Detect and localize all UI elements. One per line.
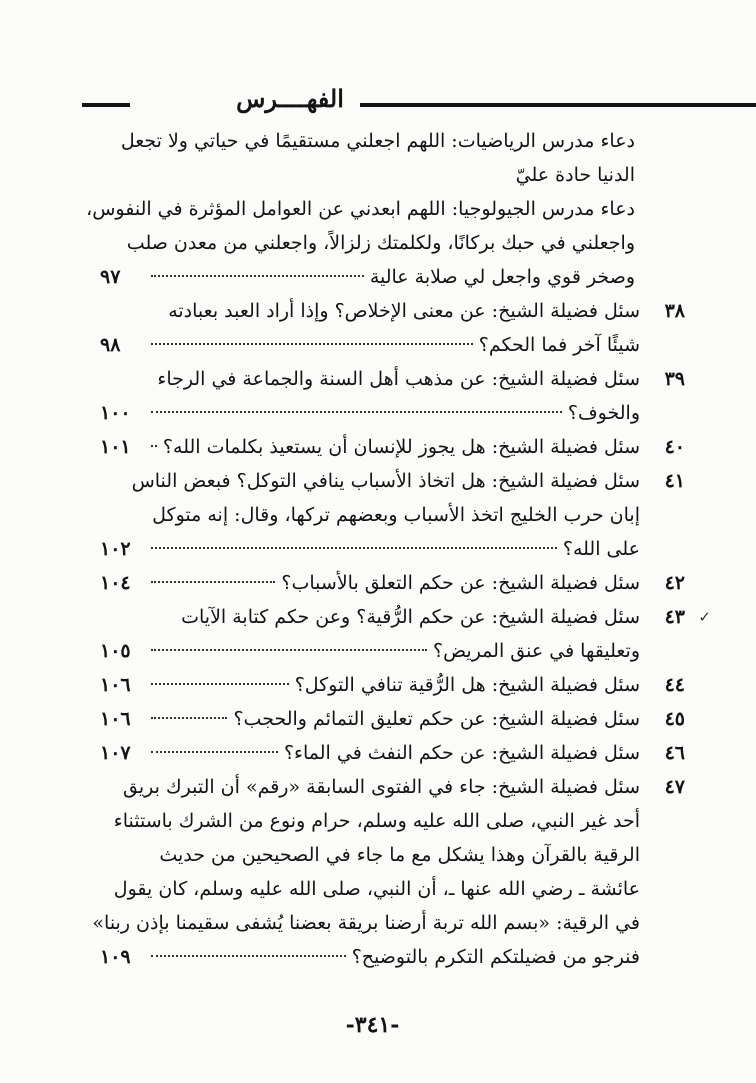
- toc-line: [100, 362, 685, 396]
- entry-number: ٤٠: [664, 436, 685, 458]
- toc-line: [100, 600, 711, 634]
- entry-text-segment: فنرجو من فضيلتكم التكرم بالتوضيح؟: [351, 946, 640, 968]
- entry-text: سئل فضيلة الشيخ: عن معنى الإخلاص؟ وإذا أراد العبد بعبادته: [168, 300, 640, 322]
- entry-text: واجعلني في حبك بركانًا، ولكلمتك زلزالاً، واجعلني من معدن صلب: [126, 232, 635, 254]
- page-reference: ١٠٢: [100, 538, 131, 560]
- entry-text-segment: سئل فضيلة الشيخ: عن حكم النفث في الماء؟: [283, 742, 640, 764]
- toc-line: [100, 872, 685, 906]
- page-number: -٣٤١-: [345, 1012, 400, 1038]
- entry-text: [145, 736, 640, 770]
- entry-text: [145, 940, 640, 974]
- entry-number: ٤٥: [664, 708, 685, 730]
- toc-line: [92, 906, 685, 940]
- entry-text-segment: والخوف؟: [567, 402, 640, 424]
- toc-line: [100, 294, 685, 328]
- entry-number: ٤٢: [664, 572, 685, 594]
- entry-text: عائشة ـ رضي الله عنها ـ، أن النبي، صلى الله عليه وسلم، كان يقول: [113, 878, 640, 900]
- entry-number: ٤١: [664, 470, 685, 492]
- entry-text: [145, 260, 635, 294]
- entry-text: [145, 702, 640, 736]
- entry-number: ٤٣: [664, 606, 685, 628]
- page-header: [82, 84, 672, 118]
- table-of-contents: [86, 124, 711, 974]
- page-reference: ١٠١: [100, 436, 131, 458]
- toc-line: [100, 804, 685, 838]
- dot-leader: [151, 445, 157, 447]
- toc-line: [100, 464, 685, 498]
- entry-number: ٤٦: [664, 742, 685, 764]
- entry-text: دعاء مدرس الرياضيات: اللهم اجعلني مستقيمًا في حياتي ولا تجعل: [120, 130, 635, 152]
- dot-leader: [151, 411, 562, 413]
- toc-line: [100, 226, 685, 260]
- entry-number: ٤٤: [664, 674, 685, 696]
- toc-line: [100, 634, 685, 668]
- toc-line: [100, 770, 685, 804]
- entry-text: في الرقية: «بسم الله تربة أرضنا بريقة بعضنا يُشفى سقيمنا بإذن ربنا»: [92, 912, 640, 934]
- dot-leader: [151, 683, 289, 685]
- toc-line: [86, 192, 685, 226]
- page-reference: ١٠٧: [100, 742, 131, 764]
- page-title: الفهــــرس: [236, 84, 344, 113]
- entry-text-segment: سئل فضيلة الشيخ: عن حكم التعلق بالأسباب؟: [281, 572, 640, 594]
- entry-text: الرقية بالقرآن وهذا يشكل مع ما جاء في الصحيحين من حديث: [159, 844, 640, 866]
- dot-leader: [151, 547, 557, 549]
- toc-line: [100, 940, 685, 974]
- dot-leader: [151, 581, 275, 583]
- page-reference: ١٠٦: [100, 708, 131, 730]
- toc-line: [100, 430, 685, 464]
- toc-line: [100, 260, 685, 294]
- toc-line: [100, 498, 685, 532]
- entry-text: سئل فضيلة الشيخ: عن حكم الرُّقية؟ وعن حكم كتابة الآيات: [181, 606, 640, 628]
- entry-text-segment: وتعليقها في عنق المريض؟: [433, 640, 640, 662]
- page-reference: ٩٧: [100, 266, 121, 288]
- page-reference: ١٠٤: [100, 572, 131, 594]
- entry-text: [145, 566, 640, 600]
- toc-line: [100, 838, 685, 872]
- dot-leader: [151, 343, 473, 345]
- page-reference: ١٠٦: [100, 674, 131, 696]
- page-reference: ٩٨: [100, 334, 121, 356]
- entry-text-segment: وصخر قوي واجعل لي صلابة عالية: [369, 266, 635, 288]
- toc-line: [100, 124, 685, 158]
- entry-text: [145, 668, 640, 702]
- toc-line: [100, 396, 685, 430]
- entry-text: [145, 430, 640, 464]
- toc-line: [100, 566, 685, 600]
- entry-text-segment: على الله؟: [562, 538, 640, 560]
- toc-line: [100, 328, 685, 362]
- entry-text: الدنيا حادة عليّ: [515, 164, 635, 186]
- check-mark-icon: ✓: [698, 608, 711, 626]
- entry-text: [145, 634, 640, 668]
- entry-text: [145, 396, 640, 430]
- entry-text-segment: سئل فضيلة الشيخ: هل الرُّقية تنافي التوكل؟: [294, 674, 640, 696]
- dot-leader: [151, 751, 278, 753]
- toc-line: [100, 158, 685, 192]
- entry-number: ٤٧: [664, 776, 685, 798]
- dot-leader: [151, 649, 427, 651]
- toc-line: [100, 668, 685, 702]
- entry-text-segment: شيئًا آخر فما الحكم؟: [478, 334, 640, 356]
- dot-leader: [151, 275, 364, 277]
- page-reference: ١٠٥: [100, 640, 131, 662]
- dot-leader: [151, 717, 227, 719]
- dot-leader: [151, 955, 346, 957]
- page-reference: ١٠٩: [100, 946, 131, 968]
- page-reference: ١٠٠: [100, 402, 131, 424]
- entry-text: سئل فضيلة الشيخ: عن مذهب أهل السنة والجماعة في الرجاء: [157, 368, 640, 390]
- toc-line: [100, 532, 685, 566]
- header-rule-right: [360, 103, 756, 107]
- header-rule-left: [82, 103, 130, 107]
- toc-line: [100, 702, 685, 736]
- entry-text: أحد غير النبي، صلى الله عليه وسلم، حرام ونوع من الشرك باستثناء: [113, 810, 640, 832]
- entry-number: ٣٩: [664, 368, 685, 390]
- entry-text: سئل فضيلة الشيخ: جاء في الفتوى السابقة «رقم» أن التبرك بريق: [123, 776, 640, 798]
- entry-text: سئل فضيلة الشيخ: هل اتخاذ الأسباب ينافي التوكل؟ فبعض الناس: [131, 470, 640, 492]
- entry-text: [145, 532, 640, 566]
- entry-text: دعاء مدرس الجيولوجيا: اللهم ابعدني عن العوامل المؤثرة في النفوس،: [86, 198, 635, 220]
- entry-text: [145, 328, 640, 362]
- entry-text-segment: سئل فضيلة الشيخ: عن حكم تعليق التمائم والحجب؟: [233, 708, 640, 730]
- toc-line: [100, 736, 685, 770]
- entry-text: إبان حرب الخليج اتخذ الأسباب وبعضهم تركها، وقال: إنه متوكل: [152, 504, 640, 526]
- entry-text-segment: سئل فضيلة الشيخ: هل يجوز للإنسان أن يستعيذ بكلمات الله؟: [162, 436, 640, 458]
- entry-number: ٣٨: [664, 300, 685, 322]
